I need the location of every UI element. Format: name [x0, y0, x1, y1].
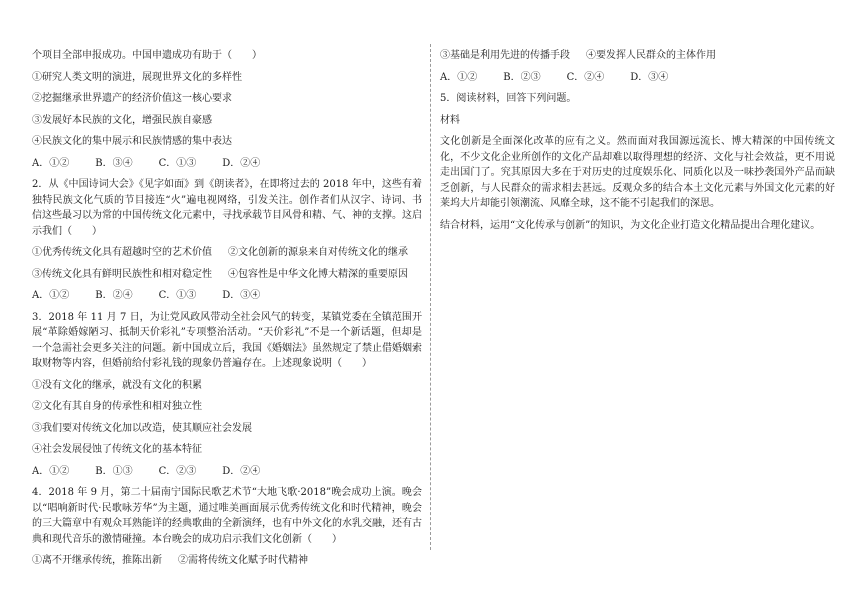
q1-stem: 个项目全部申报成功。中国申遗成功有助于（ ）	[32, 50, 262, 61]
q4-stem: 4．2018 年 9 月，第二十届南宁国际民歌艺术节“大地飞歌·2018”晚会成功上演。晚会以“唱响新时代·民歌咏芳华”为主题，通过唯美画面展示优秀传统文化和时代精神，晚会的三大篇章中有观众耳熟能详的经典歌曲的全新演绎，也有中外文化的水乳交融，还有古典和现代音乐的激情碰撞。本台晚会的成功启示我们文化创新（ ）	[32, 487, 422, 545]
q4-options	[440, 70, 835, 86]
q4-option-d: D．③④	[630, 71, 669, 83]
q1-options	[32, 156, 422, 172]
q3-options	[32, 464, 422, 480]
q2-option-b: B．②④	[95, 290, 133, 301]
q1-option-a: A．①②	[32, 157, 70, 169]
right-column	[440, 48, 835, 239]
q5-task: 结合材料，运用“文化传承与创新”的知识，为文化企业打造文化精品提出合理化建议。	[440, 219, 821, 231]
q1-statement-1: ①研究人类文明的演进，展现世界文化的多样性	[32, 71, 242, 83]
q1-statement-4: ④民族文化的集中展示和民族情感的集中表达	[32, 136, 232, 147]
q4-option-a: A．①②	[440, 71, 478, 83]
q4-statements-row-2	[440, 48, 835, 64]
q4-statement-3: ③基础是利用先进的传播手段	[440, 50, 570, 61]
left-column	[32, 48, 422, 575]
q1-option-b: B．③④	[95, 157, 133, 169]
q4-statements-row-1	[32, 553, 422, 569]
q1-option-c: C．①③	[158, 157, 197, 169]
q2-statements-row-2	[32, 267, 422, 283]
column-divider	[430, 44, 431, 550]
q3-statement-3: ③我们要对传统文化加以改造，使其顺应社会发展	[32, 422, 252, 434]
q2-option-d: D．③④	[222, 290, 261, 301]
q4-option-c: C．②④	[566, 71, 605, 83]
q3-option-b: B．①③	[95, 465, 133, 477]
q4-statement-1: ①离不开继承传统，推陈出新	[32, 555, 162, 566]
q4-statement-4: ④要发挥人民群众的主体作用	[586, 50, 716, 61]
q1-option-d: D．②④	[222, 157, 261, 169]
q3-option-c: C．②③	[158, 465, 197, 477]
q3-option-d: D．②④	[222, 465, 261, 477]
q5-material-text: 文化创新是全面深化改革的应有之义。然而面对我国源远流长、博大精深的中国传统文化，不少文化企业所创作的文化产品却难以取得理想的经济、文化与社会效益，更不用说走出国门了。究其原因大多在于对历史的过度娱乐化、同质化以及一味抄袭国外产品而缺乏创新，与人民群众的需求相去甚远。反观众多的结合本土文化元素与外国文化元素的好莱坞大片却能引领潮流、风靡全球，这不能不引起我们的深思。	[440, 136, 835, 209]
q1-statement-2: ②挖掘继承世界遗产的经济价值这一核心要求	[32, 93, 232, 104]
q2-statement-1: ①优秀传统文化具有超越时空的艺术价值	[32, 247, 212, 258]
q2-stem: 2．从《中国诗词大会》《见字如面》到《朗读者》，在即将过去的 2018 年中，这些有着独特民族文化气质的节目接连“火”遍电视网络，引发关注。创作者们从汉字、诗词、书信这些最习以为常的中国传统文化元素中，寻找承载节目风骨和精、气、神的支撑。这启示我们（ ）	[32, 179, 422, 237]
q3-option-a: A．①②	[32, 465, 70, 477]
q4-statement-2: ②需将传统文化赋予时代精神	[178, 555, 308, 566]
q2-option-a: A．①②	[32, 290, 70, 301]
q2-option-c: C．①③	[158, 290, 197, 301]
q2-statements-row-1	[32, 245, 422, 261]
q3-statement-1: ①没有文化的继承，就没有文化的积累	[32, 379, 202, 391]
q3-stem: 3．2018 年 11 月 7 日，为让党风政风带动全社会风气的转变，某镇党委在全镇范围开展“革除婚嫁陋习、抵制天价彩礼”专项整治活动。“天价彩礼”不是一个新话题，但却是一个急需社会更多关注的问题。新中国成立后，我国《婚姻法》虽然规定了禁止借婚姻索取财物等内容，但婚前给付彩礼钱的现象仍普遍存在。上述现象说明（ ）	[32, 311, 422, 369]
q5-material-label: 材料	[440, 114, 460, 126]
q4-option-b: B．②③	[503, 71, 541, 83]
q2-statement-4: ④包容性是中华文化博大精深的重要原因	[228, 268, 408, 280]
q2-statement-2: ②文化创新的源泉来自对传统文化的继承	[228, 247, 408, 258]
q2-statement-3: ③传统文化具有鲜明民族性和相对稳定性	[32, 268, 212, 280]
q3-statement-2: ②文化有其自身的传承性和相对独立性	[32, 401, 202, 412]
q1-statement-3: ③发展好本民族的文化，增强民族自豪感	[32, 114, 212, 126]
q3-statement-4: ④社会发展侵蚀了传统文化的基本特征	[32, 444, 202, 455]
q5-stem: 5．阅读材料，回答下列问题。	[440, 93, 577, 104]
q2-options	[32, 288, 422, 304]
